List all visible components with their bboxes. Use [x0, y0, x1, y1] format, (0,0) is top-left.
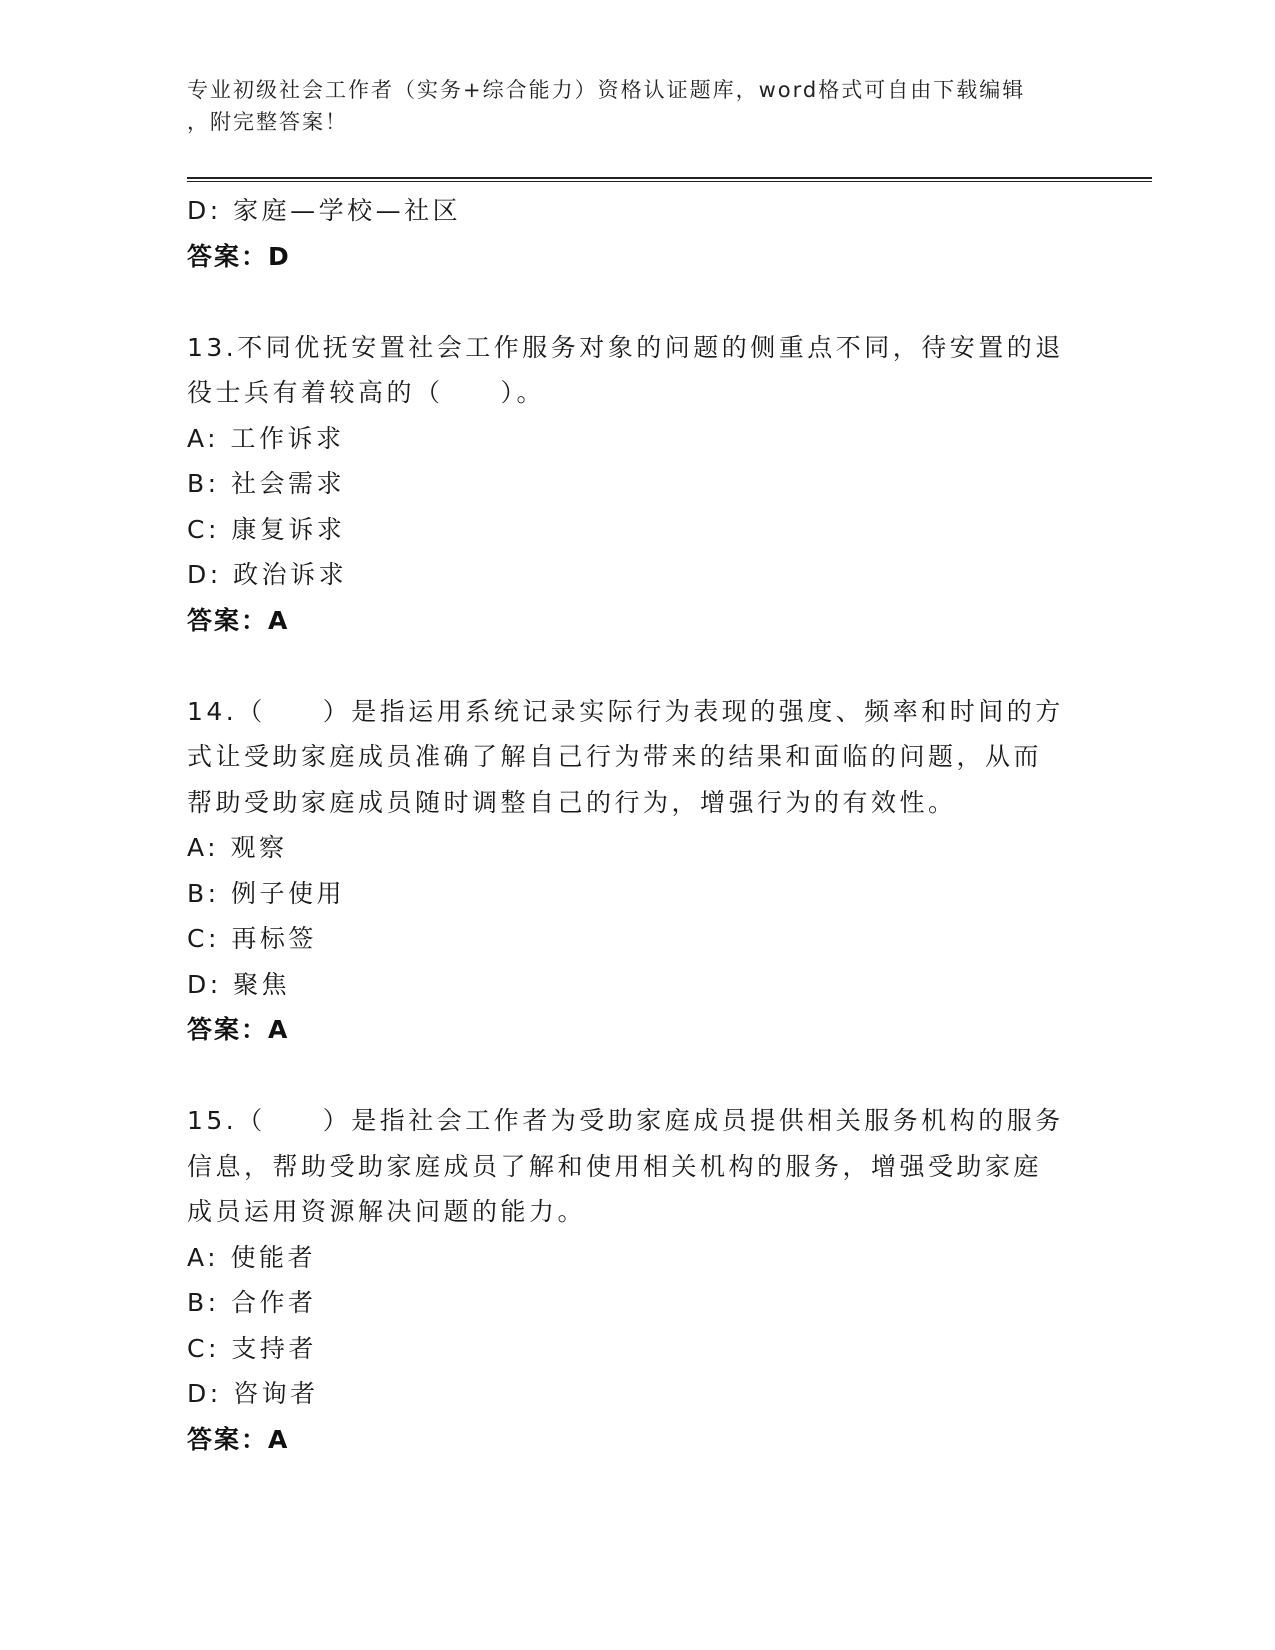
question-stem-line: 信息，帮助受助家庭成员了解和使用相关机构的服务，增强受助家庭 — [187, 1151, 1043, 1181]
spacer — [187, 643, 1087, 689]
question-list — [187, 188, 1087, 1462]
option-d: D: 政治诉求 — [187, 560, 348, 589]
question-stem-line: 役士兵有着较高的（ ）。 — [187, 378, 546, 407]
question-13 — [187, 325, 1077, 644]
question-14 — [187, 689, 1077, 1053]
option-a: A: 使能者 — [187, 1242, 317, 1272]
spacer — [187, 1053, 1087, 1099]
option-a: A: 观察 — [187, 833, 288, 862]
header-title-line-1: 专业初级社会工作者（实务+综合能力）资格认证题库，word格式可自由下载编辑 — [187, 78, 1026, 102]
option-a: A: 工作诉求 — [187, 423, 345, 453]
answer-line: 答案：A — [187, 1424, 290, 1454]
option-c: C: 康复诉求 — [187, 514, 346, 544]
option-b: B: 社会需求 — [187, 469, 346, 498]
question-stem-line: 14.（ ）是指运用系统记录实际行为表现的强度、频率和时间的方 — [187, 696, 1064, 726]
option-c: C: 支持者 — [187, 1333, 317, 1363]
option-d: D: 家庭—学校—社区 — [187, 196, 462, 225]
option-d: D: 咨询者 — [187, 1379, 319, 1408]
question-15 — [187, 1098, 1077, 1462]
question-stem-line: 式让受助家庭成员准确了解自己行为带来的结果和面临的问题，从而 — [187, 742, 1043, 771]
option-b: B: 合作者 — [187, 1288, 317, 1317]
header-title-line-2: ，附完整答案！ — [187, 110, 348, 134]
header-divider-thick — [187, 177, 1152, 179]
question-stem-line: 帮助受助家庭成员随时调整自己的行为，增强行为的有效性。 — [187, 787, 957, 817]
answer-line: 答案：A — [187, 605, 290, 635]
question-stem-line: 13.不同优抚安置社会工作服务对象的问题的侧重点不同，待安置的退 — [187, 332, 1064, 362]
answer-line: 答案：D — [187, 241, 291, 271]
header-divider-thin — [187, 181, 1152, 182]
previous-question-tail — [187, 188, 1087, 279]
document-header — [187, 74, 1087, 138]
question-stem-line: 成员运用资源解决问题的能力。 — [187, 1197, 587, 1226]
spacer — [187, 279, 1087, 325]
option-d: D: 聚焦 — [187, 969, 291, 999]
answer-line: 答案：A — [187, 1015, 290, 1044]
question-stem-line: 15.（ ）是指社会工作者为受助家庭成员提供相关服务机构的服务 — [187, 1106, 1064, 1135]
option-c: C: 再标签 — [187, 924, 317, 953]
option-b: B: 例子使用 — [187, 878, 346, 908]
